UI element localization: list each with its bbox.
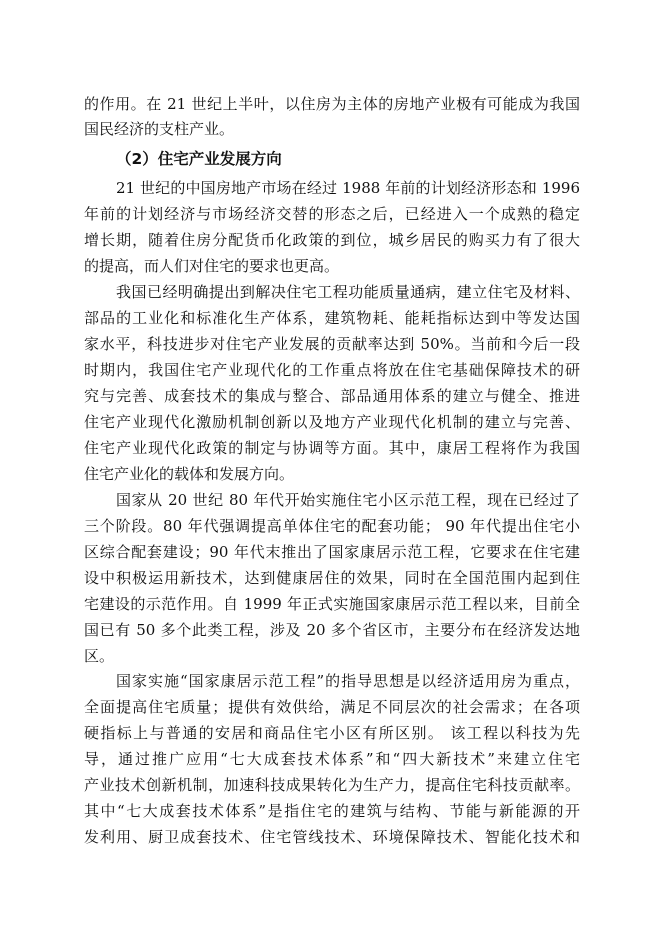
- text-line: 区。: [84, 647, 115, 665]
- text-line: 三个阶段。80 年代强调提高单体住宅的配套功能； 90 年代提出住宅小: [84, 517, 580, 535]
- text-line: 增长期，随着住房分配货币化政策的到位，城乡居民的购买力有了很大: [84, 231, 580, 249]
- text-line: 的提高，而人们对住宅的要求也更高。: [84, 257, 340, 275]
- text-line: 国民经济的支柱产业。: [84, 120, 235, 138]
- text-line: 部品的工业化和标准化生产体系，建筑物耗、能耗指标达到中等发达国: [84, 309, 580, 327]
- text-line: 的作用。在 21 世纪上半叶，以住房为主体的房地产业极有可能成为我国: [84, 95, 580, 113]
- text-line: 究与完善、成套技术的集成与整合、部品通用体系的建立与健全、推进: [84, 387, 580, 405]
- text-line: 国家实施“国家康居示范工程”的指导思想是以经济适用房为重点，: [116, 672, 580, 690]
- text-line: 其中“七大成套技术体系”是指住宅的建筑与结构、节能与新能源的开: [84, 802, 580, 820]
- text-line: 国已有 50 多个此类工程，涉及 20 多个省区市，主要分布在经济发达地: [84, 621, 580, 639]
- text-line: 住宅产业现代化激励机制创新以及地方产业现代化机制的建立与完善、: [84, 413, 580, 431]
- text-line: 区综合配套建设；90 年代末推出了国家康居示范工程，它要求在住宅建: [84, 543, 580, 561]
- text-line: 发利用、厨卫成套技术、住宅管线技术、环境保障技术、智能化技术和: [84, 828, 580, 846]
- text-line: 设中积极运用新技术，达到健康居住的效果，同时在全国范围内起到住: [84, 569, 580, 587]
- text-line: 时期内，我国住宅产业现代化的工作重点将放在住宅基础保障技术的研: [84, 361, 580, 379]
- text-line: 住宅产业现代化政策的制定与协调等方面。其中，康居工程将作为我国: [84, 439, 580, 457]
- section-heading: （2）住宅产业发展方向: [116, 150, 282, 168]
- text-line: 宅建设的示范作用。自 1999 年正式实施国家康居示范工程以来，目前全: [84, 595, 580, 613]
- text-line: 全面提高住宅质量；提供有效供给，满足不同层次的社会需求；在各项: [84, 698, 580, 716]
- text-line: 21 世纪的中国房地产市场在经过 1988 年前的计划经济形态和 1996: [116, 179, 580, 197]
- text-line: 产业技术创新机制，加速科技成果转化为生产力，提高住宅科技贡献率。: [84, 776, 580, 794]
- text-line: 导，通过推广应用“七大成套技术体系”和“四大新技术”来建立住宅: [84, 750, 580, 768]
- text-line: 年前的计划经济与市场经济交替的形态之后，已经进入一个成熟的稳定: [84, 205, 580, 223]
- text-line: 家水平，科技进步对住宅产业发展的贡献率达到 50%。当前和今后一段: [84, 335, 580, 353]
- text-line: 我国已经明确提出到解决住宅工程功能质量通病，建立住宅及材料、: [116, 283, 580, 301]
- text-line: 硬指标上与普通的安居和商品住宅小区有所区别。 该工程以科技为先: [84, 724, 580, 742]
- text-line: 住宅产业化的载体和发展方向。: [84, 465, 295, 483]
- text-line: 国家从 20 世纪 80 年代开始实施住宅小区示范工程，现在已经过了: [116, 491, 580, 509]
